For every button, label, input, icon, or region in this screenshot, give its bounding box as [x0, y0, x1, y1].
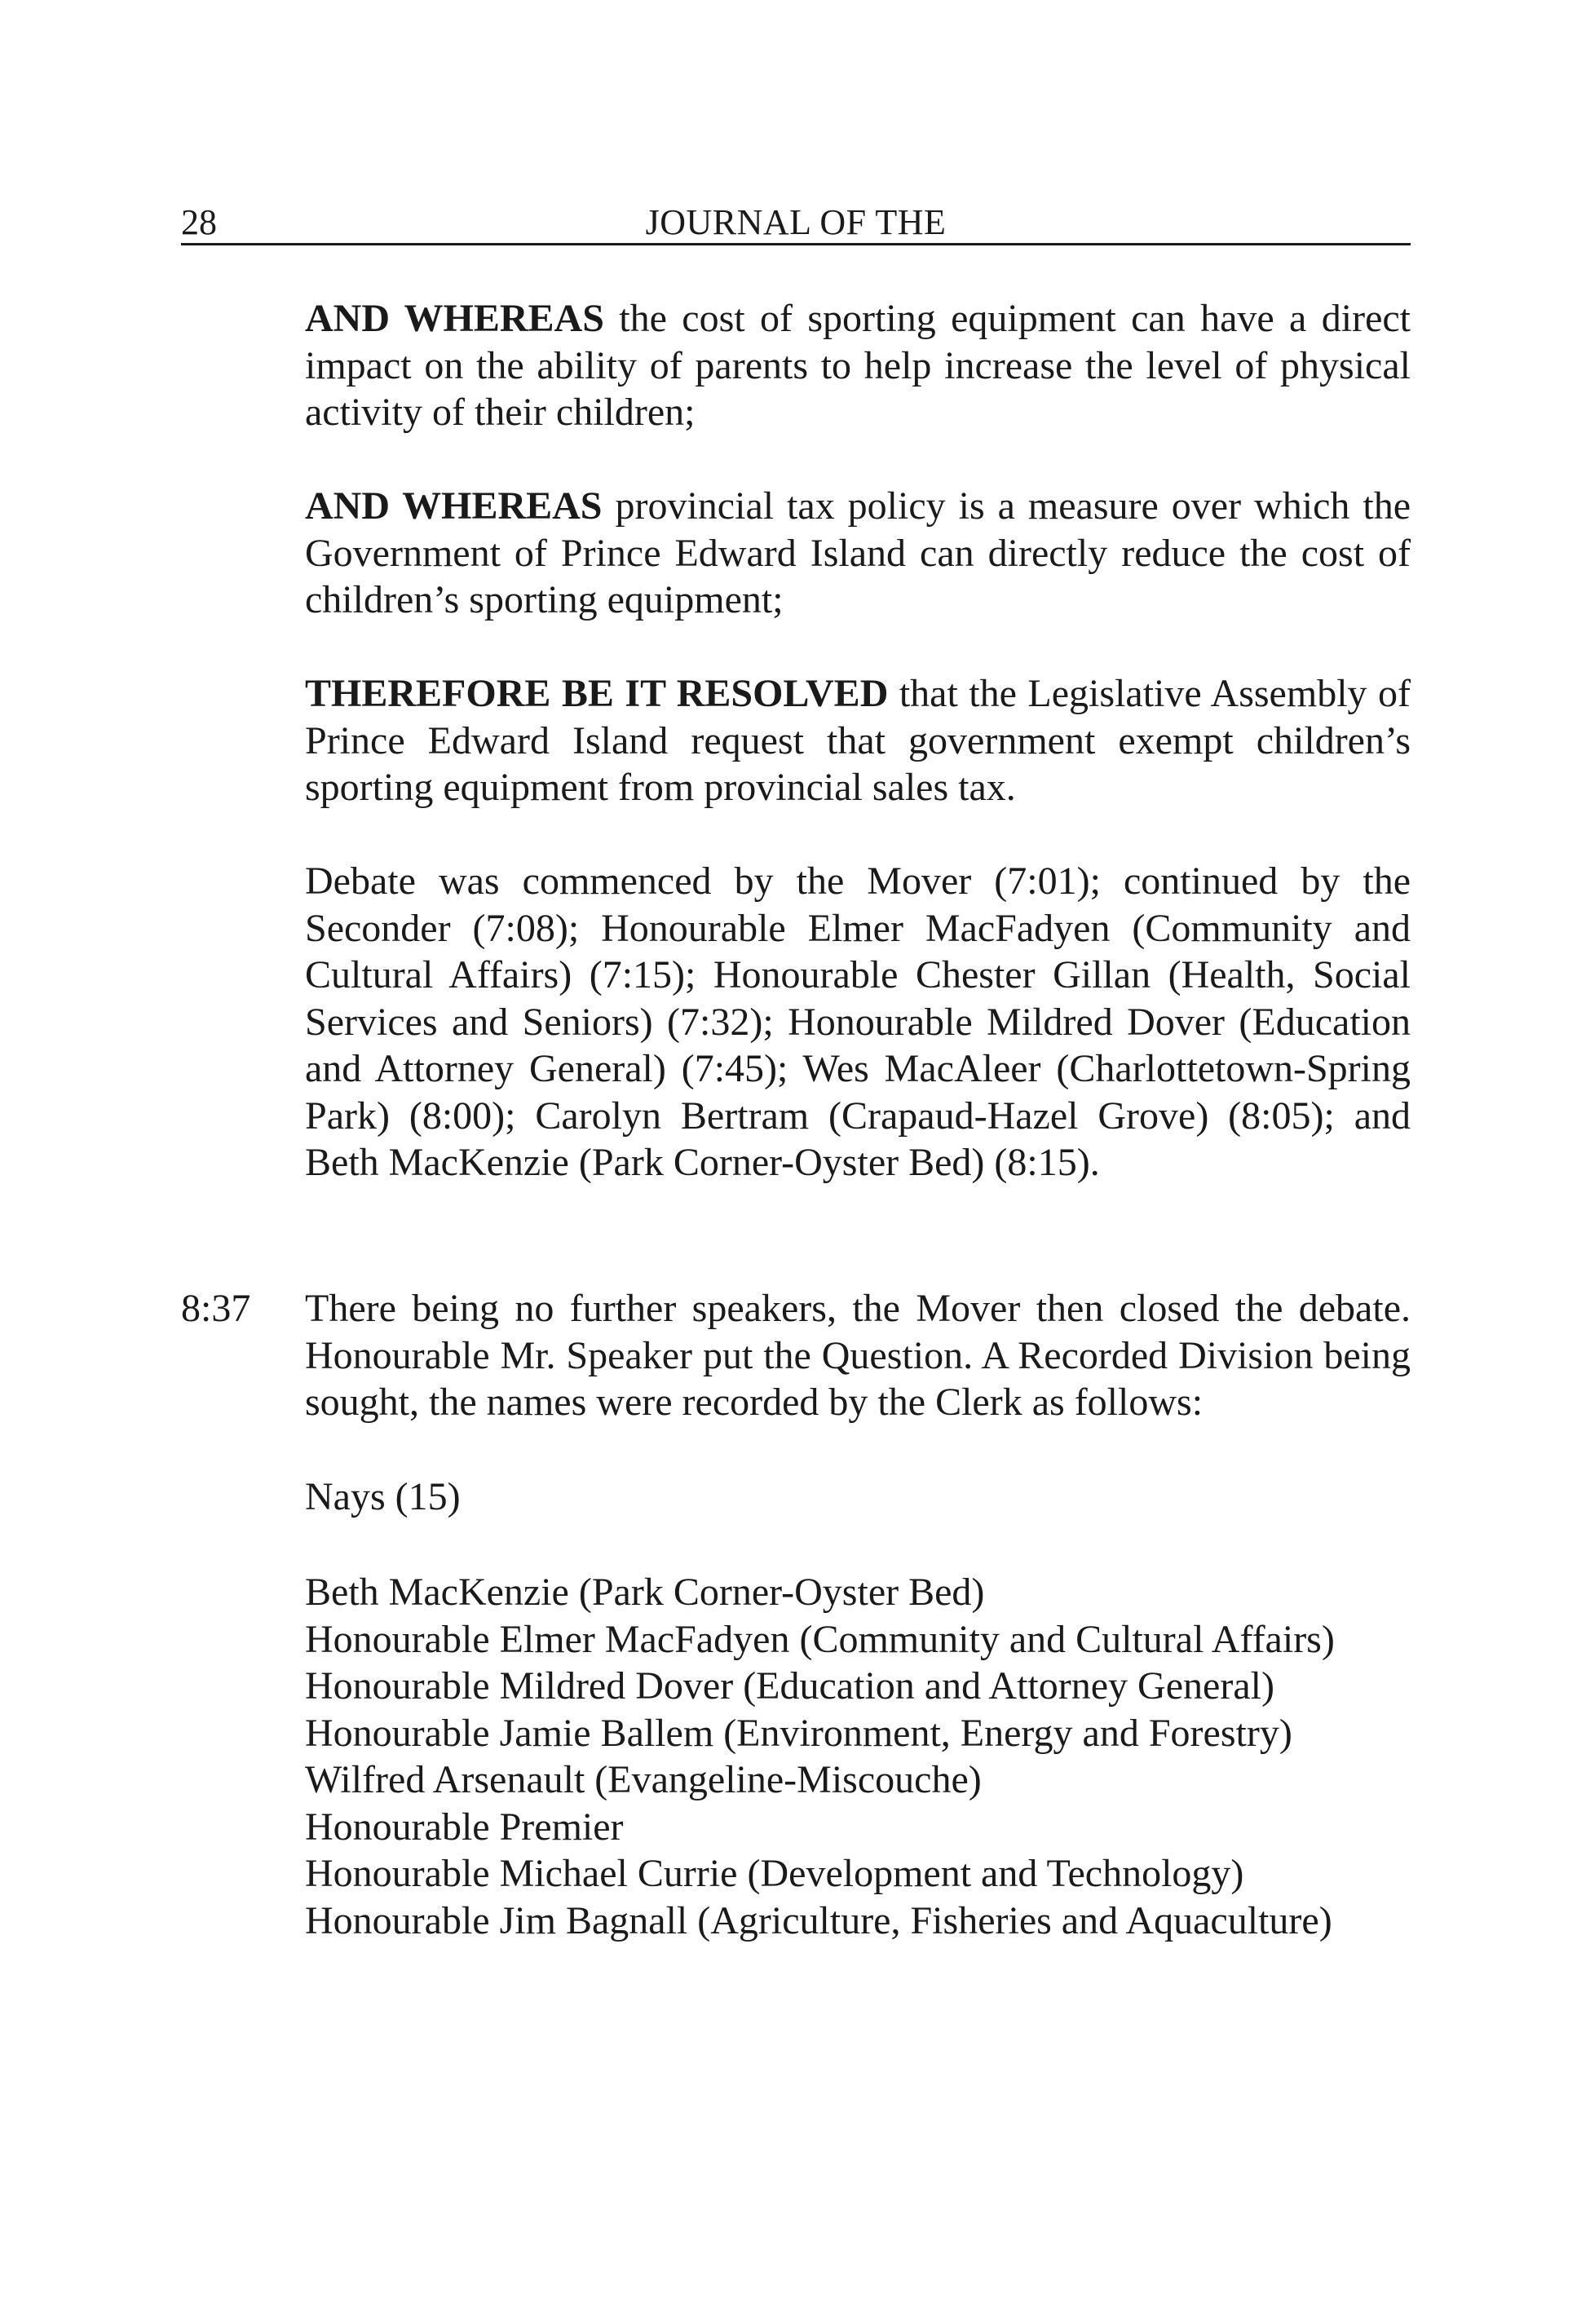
debate-paragraph: [305, 858, 1411, 1186]
page-number: 28: [181, 202, 217, 242]
nays-list: [305, 1569, 1335, 1944]
resolution-paragraph: [305, 670, 1411, 811]
division-paragraph: [305, 1285, 1411, 1426]
paragraph-lead: AND WHEREAS: [305, 484, 603, 528]
paragraph-text: the cost of sporting equipment can have a direct impact on the ability of parents to help increase the level of physical activity of their children;: [305, 297, 1411, 434]
time-stamp: 8:37: [181, 1287, 251, 1330]
paragraph-lead: THEREFORE BE IT RESOLVED: [305, 672, 889, 715]
whereas-paragraph-2: [305, 483, 1411, 624]
whereas-paragraph-1: [305, 295, 1411, 436]
nays-heading: Nays (15): [305, 1475, 461, 1518]
list-item: Honourable Michael Currie (Development and Technology): [305, 1852, 1244, 1895]
list-item: Honourable Jamie Ballem (Environment, Energy and Forestry): [305, 1711, 1292, 1755]
list-item: Honourable Jim Bagnall (Agriculture, Fisheries and Aquaculture): [305, 1898, 1332, 1942]
paragraph-text: provincial tax policy is a measure over which the Government of Prince Edward Island can directly reduce the cost of children’s sporting equipment;: [305, 484, 1411, 621]
division-text: There being no further speakers, the Mover then closed the debate. Honourable Mr. Speaker put the Question. A Recorded Division being sought, the names were recorded by the Clerk as follows:: [305, 1287, 1411, 1424]
paragraph-lead: AND WHEREAS: [305, 297, 604, 340]
list-item: Wilfred Arsenault (Evangeline-Miscouche): [305, 1758, 982, 1801]
list-item: Beth MacKenzie (Park Corner-Oyster Bed): [305, 1571, 985, 1614]
list-item: Honourable Premier: [305, 1805, 624, 1849]
list-item: Honourable Elmer MacFadyen (Community and Cultural Affairs): [305, 1617, 1335, 1661]
list-item: Honourable Mildred Dover (Education and Attorney General): [305, 1664, 1274, 1708]
paragraph-text: that the Legislative Assembly of Prince Edward Island request that government exempt children’s sporting equipment from provincial sales tax.: [305, 672, 1411, 809]
running-head: JOURNAL OF THE: [645, 202, 947, 242]
page-header: [181, 202, 1411, 245]
debate-text: Debate was commenced by the Mover (7:01); continued by the Seconder (7:08); Honourable Elmer MacFadyen (Community and Cultural Affairs) (7:15); Honourable Chester Gillan (Health, Social Services and Seniors) (7:32); Honourable Mildred Dover (Education and Attorney General) (7:45); Wes MacAleer (Charlottetown-Spring Park) (8:00); Carolyn Bertram (Crapaud-Hazel Grove) (8:05); and Beth MacKenzie (Park Corner-Oyster Bed) (8:15).: [305, 859, 1411, 1184]
